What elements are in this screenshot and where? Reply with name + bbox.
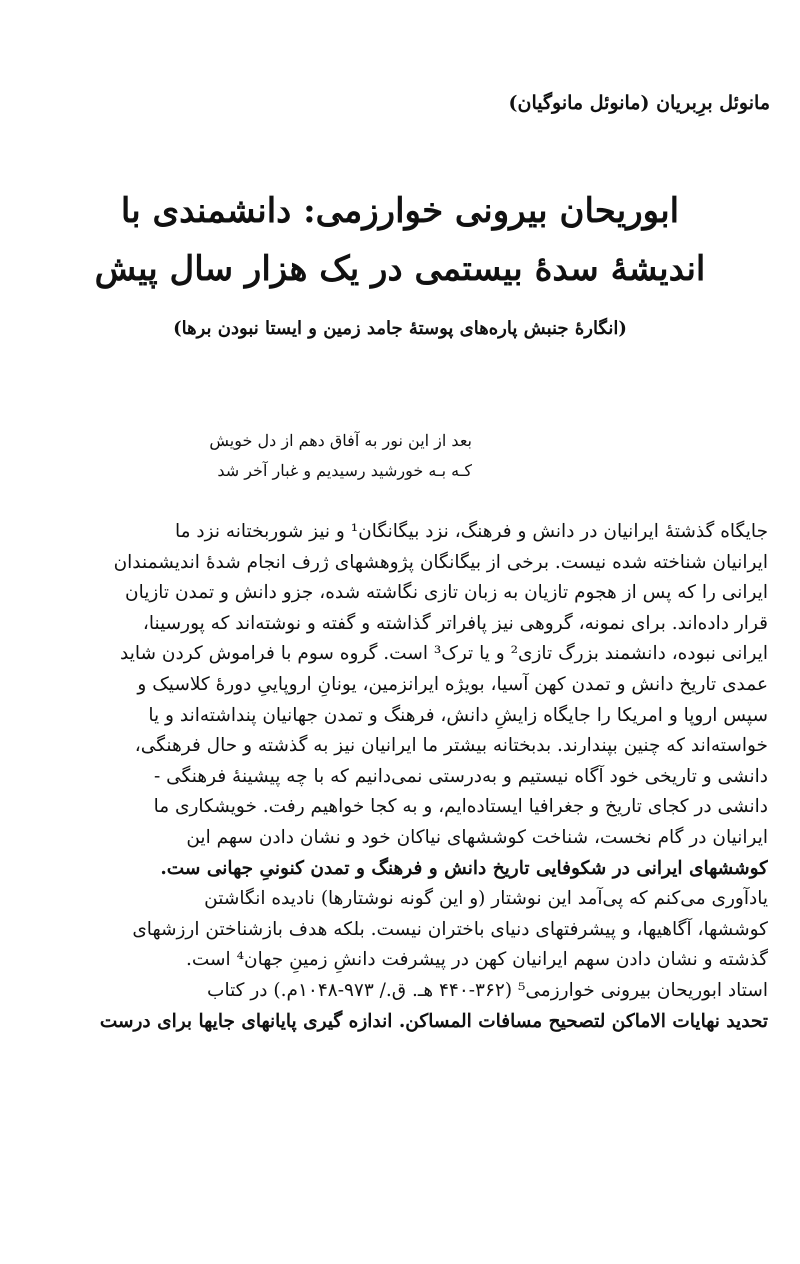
epigraph-poem bbox=[0, 426, 472, 486]
text-line: ایرانی نبوده، دانشمند بزرگ تازی² و یا ترک³ است. گروه سوم با فراموش کردن شاید bbox=[120, 643, 768, 665]
text-line: گذشته و نشان دادن سهم ایرانیان کهن در پیشرفت دانشِ زمینِ جهان⁴ است. bbox=[186, 949, 768, 971]
author-name: مانوئل برِبریان (مانوئل مانوگیان) bbox=[508, 92, 770, 114]
text-line: استاد ابوریحان بیرونی خوارزمی⁵ (۳۶۲-۴۴۰ هـ. ق./ ۹۷۳-۱۰۴۸م.) در کتاب bbox=[207, 979, 768, 1001]
article-title bbox=[60, 182, 740, 298]
text-line: سپس اروپا و امریکا را جایگاه زایشِ دانش، فرهنگ و تمدن جهانیان پنداشته‌اند و یا bbox=[148, 704, 768, 726]
body-text bbox=[28, 517, 768, 1037]
poem-line: کـه بـه خورشید رسیدیم و غبار آخر شد bbox=[217, 461, 472, 480]
text-line: ایرانی را که پس از هجوم تازیان به زبان تازی نگاشته شده، جزو دانش و تمدن تازیان bbox=[124, 582, 768, 604]
text-line: یادآوری می‌کنم که پی‌آمد این نوشتار (و این گونه نوشتارها) نادیده انگاشتن bbox=[204, 888, 768, 910]
title-line: اندیشهٔ سدهٔ بیستمی در یک هزار سال پیش bbox=[94, 249, 706, 289]
text-line: ایرانیان در گام نخست، شناخت کوششهای نیاکان خود و نشان دادن سهم این bbox=[186, 826, 768, 848]
text-line: دانشی در کجای تاریخ و جغرافیا ایستاده‌ایم، و به کجا خواهیم رفت. خویشکاری ما bbox=[153, 796, 768, 818]
text-line: کوششهای ایرانی در شکوفایی تاریخ دانش و فرهنگ و تمدن کنونیِ جهانی ست. bbox=[160, 857, 768, 879]
text-line: عمدی تاریخ دانش و تمدن کهن آسیا، بویژه ایرانزمین، یونانِ اروپاییِ دورهٔ کلاسیک و bbox=[137, 673, 768, 695]
text-line: خواسته‌اند که چنین بپندارند. بدبختانه بیشتر ما ایرانیان نیز به گذشته و حال فرهنگی، bbox=[134, 735, 768, 757]
text-line: کوششها، آگاهیها، و پیشرفتهای دنیای باختران نیست. بلکه هدف بازشناختن ارزشهای bbox=[132, 918, 768, 940]
article-subtitle: (انگارهٔ جنبش پاره‌های پوستهٔ جامد زمین و ایستا نبودن برها) bbox=[173, 318, 627, 339]
title-line: ابوریحان بیرونی خوارزمی: دانشمندی با bbox=[120, 191, 680, 231]
text-line: ایرانیان شناخته شده نیست. برخی از بیگانگان پژوهشهای ژرف انجام شدهٔ اندیشمندان bbox=[113, 551, 768, 573]
poem-line: بعد از این نور به آفاق دهم از دل خویش bbox=[209, 431, 472, 450]
text-line: دانشی و تاریخی خود آگاه نیستیم و به‌درستی نمی‌دانیم که با چه پیشینهٔ فرهنگی - bbox=[154, 765, 768, 787]
text-line: تحدید نهایات الاماکن لتصحیح مسافات المساکن. اندازه گیری پایانهای جایها برای درست bbox=[99, 1010, 768, 1032]
text-line: قرار داده‌اند. برای نمونه، گروهی نیز پافراتر گذاشته و گفته و نوشته‌اند که پورسینا، bbox=[142, 612, 768, 634]
text-line: جایگاه گذشتهٔ ایرانیان در دانش و فرهنگ، نزد بیگانگان¹ و نیز شوربختانه نزد ما bbox=[174, 521, 768, 542]
